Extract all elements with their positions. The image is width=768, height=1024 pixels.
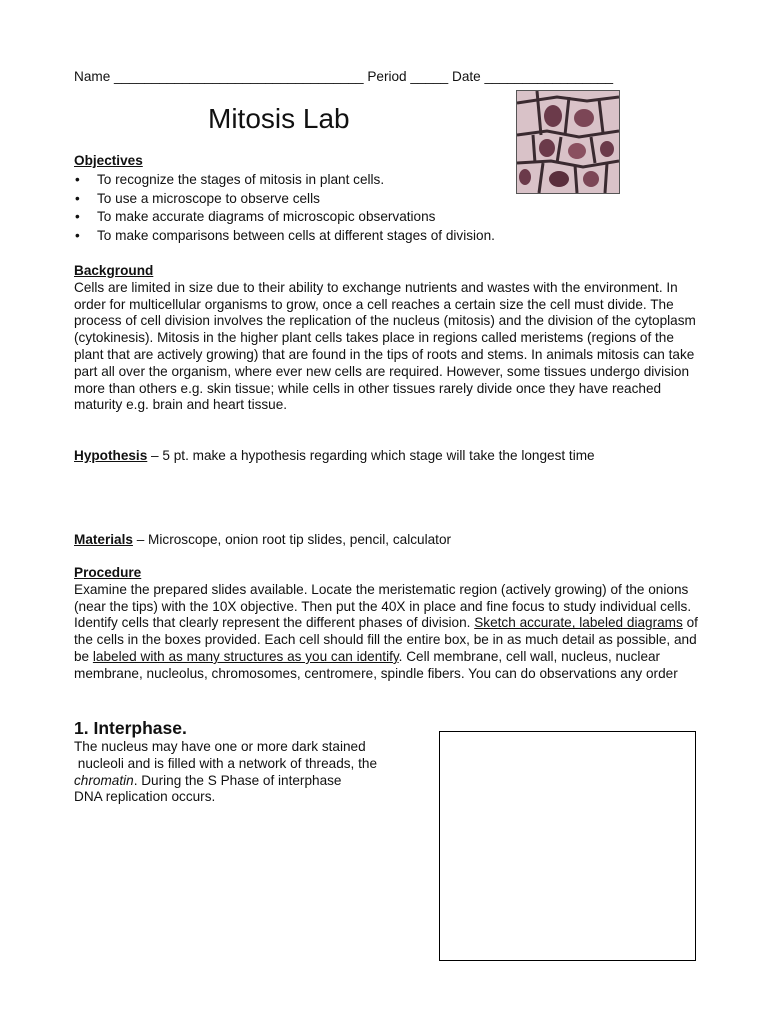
procedure-text-part: of the cells in the boxes provided. Each cell should fill the entire box, be in as much detail as possible, and be <box>74 615 698 664</box>
materials-section <box>74 532 704 549</box>
hypothesis-heading: Hypothesis <box>74 448 148 463</box>
procedure-text <box>74 582 704 683</box>
procedure-emphasis: labeled with as many structures as you can identify <box>92 648 399 664</box>
interphase-heading: 1. Interphase. <box>74 718 187 738</box>
background-heading: Background <box>74 263 154 278</box>
objective-text: To use a microscope to observe cells <box>97 190 320 206</box>
objectives-list <box>74 172 634 245</box>
period-label: Period <box>367 69 407 84</box>
interphase-line: nucleoli and is filled with a network of threads, the <box>74 755 378 771</box>
objective-item <box>74 191 634 208</box>
procedure-text-part: Examine the prepared slides available. Locate the meristematic region (actively growing) of the onions (near the tips) with the 10X objective. Then put the 40X in place and fine focus to study individual cells. Identify cells that clearly represent the different phases of division. <box>74 581 692 631</box>
name-blank: _________________________________ <box>114 69 364 84</box>
date-blank: _________________ <box>484 69 614 84</box>
interphase-sketch-box[interactable] <box>439 731 696 961</box>
hypothesis-text: – 5 pt. make a hypothesis regarding which stage will take the longest time <box>147 448 595 463</box>
background-text: Cells are limited in size due to their ability to exchange nutrients and wastes with the environment. In order for multicellular organisms to grow, once a cell reaches a certain size the cell must divide. The process of cell division involves the replication of the nucleus (mitosis) and the division of the cytoplasm (cytokinesis). Mitosis in the higher plant cells takes place in regions called meristems (regions of the plant that are actively growing) that are found in the tips of roots and stems. In animals mitosis can take part all over the organism, where ever new cells are required. However, some tissues undergo division more than others e.g. skin tissue; while cells in other tissues rarely divide once they have reached maturity e.g. brain and heart tissue. <box>74 279 696 413</box>
procedure-text-part: . Cell membrane, cell wall, nucleus, nuclear membrane, nucleolus, chromosomes, centromere, spindle fibers. You can do observations any order <box>74 648 678 681</box>
interphase-line <box>74 773 434 790</box>
procedure-heading: Procedure <box>74 565 142 580</box>
objective-item <box>74 228 634 245</box>
objectives-heading: Objectives <box>74 153 143 168</box>
student-info-line <box>74 69 613 86</box>
objective-text: To make accurate diagrams of microscopic observations <box>97 209 436 225</box>
objective-item <box>74 209 634 226</box>
bullet: • <box>75 209 80 225</box>
date-label: Date <box>452 69 481 84</box>
page-title: Mitosis Lab <box>208 103 350 134</box>
cell-nucleus <box>574 109 594 127</box>
objectives-section <box>74 153 634 245</box>
chromatin-term: chromatin <box>74 772 134 788</box>
interphase-line-rest: . During the S Phase of interphase <box>133 772 342 788</box>
objective-text: To make comparisons between cells at different stages of division. <box>97 228 495 244</box>
bullet: • <box>75 190 80 206</box>
materials-text: – Microscope, onion root tip slides, pencil, calculator <box>132 532 452 547</box>
period-blank: _____ <box>410 69 449 84</box>
hypothesis-section <box>74 448 704 465</box>
bullet: • <box>75 171 80 187</box>
name-label: Name <box>74 69 111 84</box>
bullet: • <box>75 228 80 244</box>
interphase-line: The nucleus may have one or more dark stained <box>74 739 366 754</box>
objective-item <box>74 172 634 189</box>
interphase-section <box>74 717 434 806</box>
background-section <box>74 263 704 414</box>
objective-text: To recognize the stages of mitosis in plant cells. <box>97 171 385 187</box>
cell-nucleus <box>544 105 562 127</box>
materials-heading: Materials <box>74 532 133 547</box>
procedure-emphasis: Sketch accurate, labeled diagrams <box>474 615 683 631</box>
interphase-line: DNA replication occurs. <box>74 789 216 805</box>
procedure-section <box>74 565 704 683</box>
